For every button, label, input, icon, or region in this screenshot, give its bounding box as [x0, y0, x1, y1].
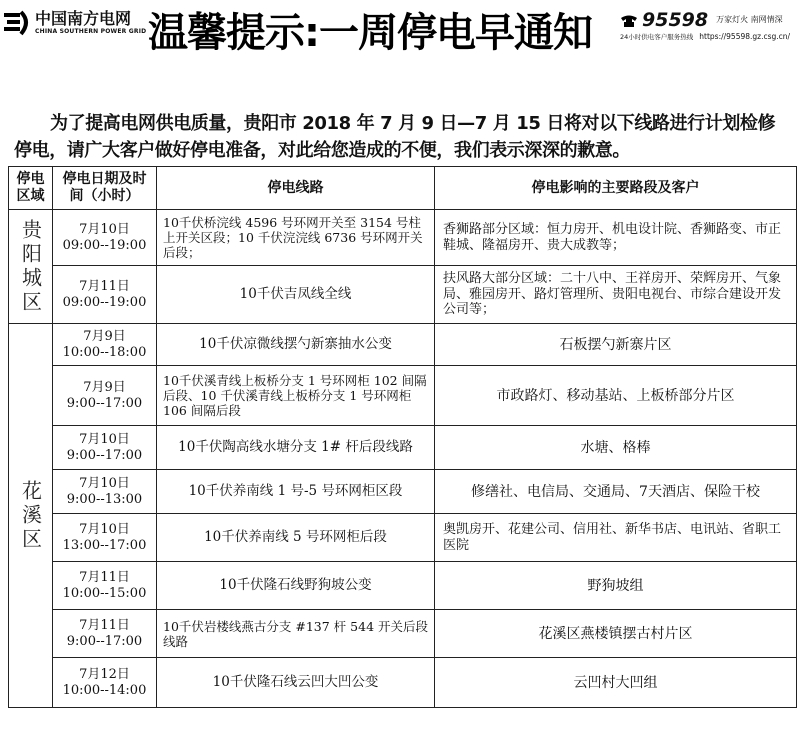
row-customers: 花溪区燕楼镇摆古村片区 — [435, 610, 797, 658]
table-row — [9, 562, 797, 610]
intro-paragraph: 为了提高电网供电质量，贵阳市 2018 年 7 月 9 日—7 月 15 日将对以下线路进行计划检修停电，请广大客户做好停电准备，对此给您造成的不便，我们表示深深的歉意。 — [14, 113, 776, 161]
row-line: 10千伏陶高线水塘分支 1# 杆后段线路 — [157, 426, 435, 470]
row-date: 7月10日 — [79, 521, 130, 537]
row-date: 7月10日 — [79, 221, 130, 237]
row-date: 7月11日 — [79, 569, 130, 585]
row-time: 10:00--18:00 — [62, 344, 147, 360]
row-customers: 修缮社、电信局、交通局、7天酒店、保险干校 — [435, 470, 797, 514]
row-date: 7月9日 — [83, 328, 126, 344]
row-time: 10:00--15:00 — [62, 585, 147, 601]
row-customers: 野狗坡组 — [435, 562, 797, 610]
table-row — [9, 426, 797, 470]
row-date: 7月11日 — [79, 278, 130, 294]
hotline-number: 95598 — [642, 9, 709, 31]
table-row — [9, 658, 797, 708]
hotline-box — [620, 10, 798, 41]
row-time: 9:00--17:00 — [66, 395, 143, 411]
csg-logo — [4, 10, 146, 36]
row-customers: 市政路灯、移动基站、上板桥部分片区 — [435, 366, 797, 426]
row-customers: 石板摆勺新寨片区 — [435, 324, 797, 366]
page-title: 温馨提示:一周停电早通知 — [148, 10, 592, 56]
table-row — [9, 610, 797, 658]
hotline-subtitle: 24小时供电客户服务热线 — [620, 33, 694, 41]
outage-table — [8, 166, 797, 708]
row-customers: 水塘、格棒 — [435, 426, 797, 470]
table-row — [9, 324, 797, 366]
row-line: 10千伏隆石线野狗坡公变 — [157, 562, 435, 610]
row-line: 10千伏凉微线摆勺新寨抽水公变 — [157, 324, 435, 366]
row-line: 10千伏养南线 5 号环网柜后段 — [157, 514, 435, 562]
header-time: 停电日期及时间（小时） — [53, 167, 157, 210]
area-huaxi: 花溪区 — [18, 479, 43, 552]
table-row — [9, 514, 797, 562]
row-date: 7月12日 — [79, 666, 130, 682]
row-line: 10千伏桥浣线 4596 号环网开关至 3154 号柱上开关区段；10 千伏浣浣线 6736 号环网开关后段； — [157, 210, 435, 266]
logo-en-text: CHINA SOUTHERN POWER GRID — [35, 28, 147, 35]
row-time: 9:00--13:00 — [66, 491, 143, 507]
row-customers: 香狮路部分区域：恒力房开、机电设计院、香狮路变、市正鞋城、隆福房开、贵大成教等； — [435, 210, 797, 266]
table-row — [9, 470, 797, 514]
phone-icon — [620, 13, 638, 27]
row-time: 13:00--17:00 — [62, 537, 147, 553]
table-row — [9, 210, 797, 266]
logo-cn-text: 中国南方电网 — [35, 9, 132, 28]
header-line: 停电线路 — [157, 167, 435, 210]
row-time: 10:00--14:00 — [62, 682, 147, 698]
row-line: 10千伏溪青线上板桥分支 1 号环网柜 102 间隔后段、10 千伏溪青线上板桥分支 1 号环网柜 106 间隔后段 — [157, 366, 435, 426]
area-guiyang: 贵阳城区 — [18, 218, 43, 315]
row-time: 09:00--19:00 — [62, 294, 147, 310]
row-customers: 扶风路大部分区域：二十八中、王祥房开、荣辉房开、气象局、雅园房开、路灯管理所、贵阳电视台、市综合建设开发公司等； — [435, 266, 797, 324]
row-date: 7月10日 — [79, 475, 130, 491]
table-header-row — [9, 167, 797, 210]
table-row — [9, 266, 797, 324]
hotline-slogan: 万家灯火 南网情深 — [716, 15, 783, 24]
hotline-url[interactable]: https://95598.gz.csg.cn/ — [699, 32, 791, 41]
row-date: 7月11日 — [79, 617, 130, 633]
table-row — [9, 366, 797, 426]
row-time: 9:00--17:00 — [66, 633, 143, 649]
row-line: 10千伏岩楼线燕古分支 #137 杆 544 开关后段线路 — [157, 610, 435, 658]
row-time: 09:00--19:00 — [62, 237, 147, 253]
row-customers: 云凹村大凹组 — [435, 658, 797, 708]
row-date: 7月9日 — [83, 379, 126, 395]
header-area: 停电区域 — [9, 167, 53, 210]
row-line: 10千伏隆石线云凹大凹公变 — [157, 658, 435, 708]
row-line: 10千伏养南线 1 号-5 号环网柜区段 — [157, 470, 435, 514]
csg-logo-icon — [4, 10, 32, 36]
row-line: 10千伏吉凤线全线 — [157, 266, 435, 324]
header-customers: 停电影响的主要路段及客户 — [435, 167, 797, 210]
header — [0, 0, 800, 82]
row-time: 9:00--17:00 — [66, 447, 143, 463]
row-customers: 奥凯房开、花建公司、信用社、新华书店、电讯站、省职工医院 — [435, 514, 797, 562]
row-date: 7月10日 — [79, 431, 130, 447]
